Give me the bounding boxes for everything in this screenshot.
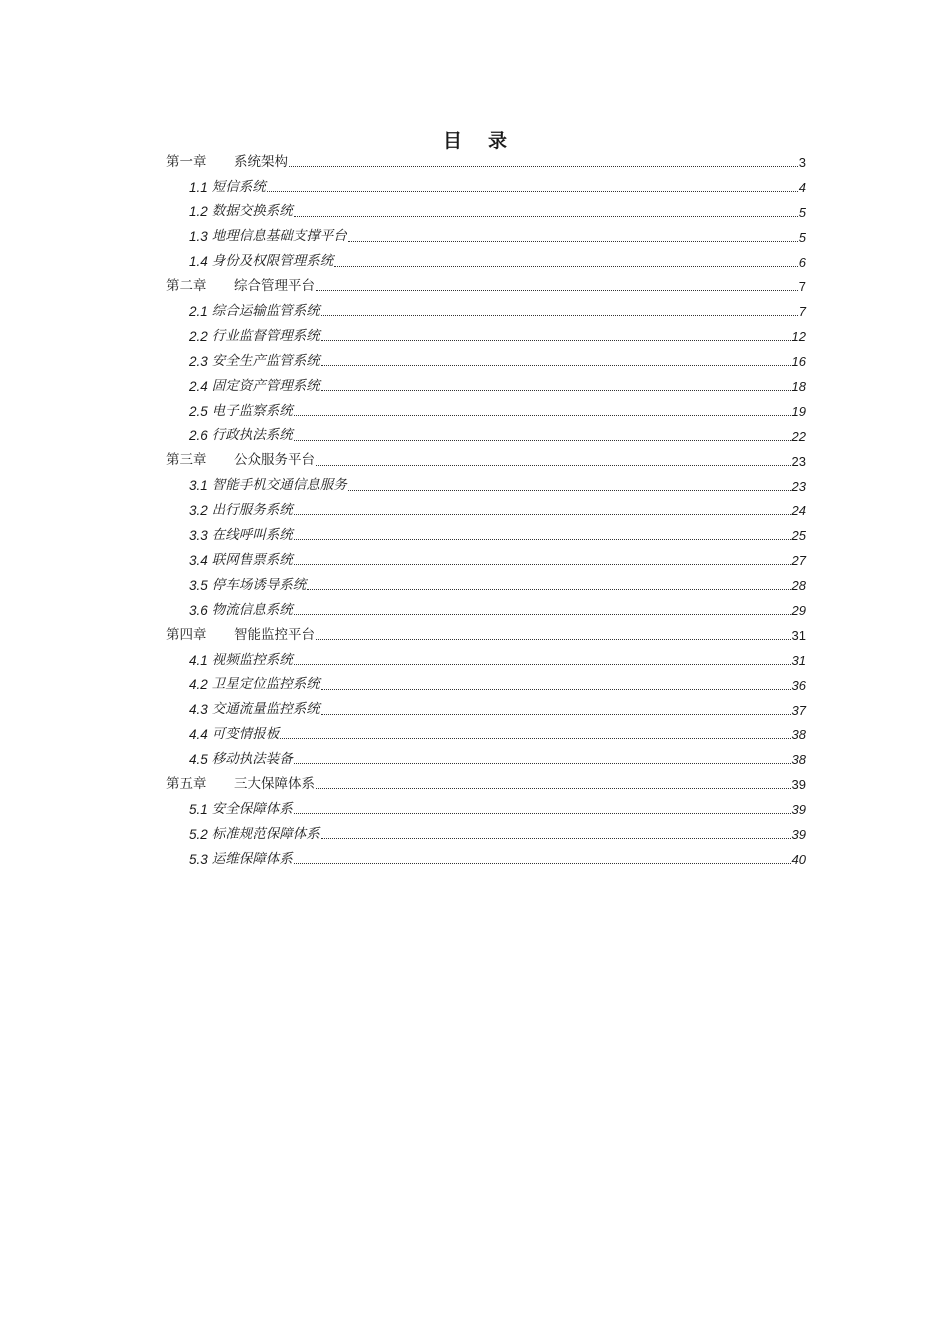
toc-chapter-entry[interactable] [166,449,806,474]
toc-section-entry[interactable] [166,573,806,598]
toc-entry-number: 3.5 [189,577,208,593]
toc-entry-label: 系统架构 [234,153,288,170]
dot-leader [321,390,791,391]
dot-leader [321,365,791,366]
toc-entry-label: 运维保障体系 [211,850,293,867]
toc-chapter-entry[interactable] [166,274,806,299]
toc-section-entry[interactable] [166,225,806,250]
toc-section-entry[interactable] [166,648,806,673]
toc-entry-page-number: 40 [791,851,806,867]
toc-entry-page-number: 12 [791,329,806,345]
toc-section-entry[interactable] [166,399,806,424]
toc-entry-number: 4.2 [189,677,208,693]
toc-chapter-entry[interactable] [166,150,806,175]
toc-entry-page-number: 38 [791,752,806,768]
toc-entry-number: 2.6 [189,428,208,444]
toc-entry-number: 2.1 [189,304,208,320]
toc-entry-number: 4.3 [189,702,208,718]
toc-section-entry[interactable] [166,424,806,449]
dot-leader [294,614,791,615]
toc-entry-page-number: 29 [791,602,806,618]
toc-entry-label: 固定资产管理系统 [211,377,320,394]
toc-entry-number: 第五章 [166,775,207,792]
toc-entry-number: 3.4 [189,552,208,568]
toc-entry-label: 安全生产监管系统 [211,352,320,369]
toc-entry-page-number: 37 [791,702,806,718]
toc-entry-number: 4.1 [189,652,208,668]
dot-leader [294,440,791,441]
dot-leader [280,738,790,739]
toc-entry-label: 身份及权限管理系统 [211,253,334,270]
toc-entry-number: 5.2 [189,826,208,842]
toc-section-entry[interactable] [166,722,806,747]
toc-entry-page-number: 4 [798,179,806,195]
toc-entry-number: 4.5 [189,752,208,768]
toc-entry-label: 短信系统 [211,178,266,195]
toc-chapter-entry[interactable] [166,623,806,648]
toc-entry-label: 行业监督管理系统 [211,327,320,344]
toc-section-entry[interactable] [166,548,806,573]
toc-entry-label: 停车场诱导系统 [211,576,307,593]
toc-entry-page-number: 23 [791,478,806,494]
toc-entry-label: 视频监控系统 [211,651,293,668]
toc-entry-label: 联网售票系统 [211,551,293,568]
toc-chapter-entry[interactable] [166,772,806,797]
toc-entry-number: 第三章 [166,452,207,469]
toc-section-entry[interactable] [166,324,806,349]
dot-leader [294,216,798,217]
dot-leader [267,191,798,192]
toc-entry-number: 3.3 [189,528,208,544]
toc-section-entry[interactable] [166,349,806,374]
toc-section-entry[interactable] [166,200,806,225]
toc-entry-number: 5.1 [189,801,208,817]
toc-entry-page-number: 5 [798,229,806,245]
toc-entry-page-number: 31 [791,627,806,643]
toc-entry-page-number: 23 [791,453,806,469]
toc-entry-number: 2.3 [189,353,208,369]
toc-section-entry[interactable] [166,747,806,772]
toc-section-entry[interactable] [166,598,806,623]
dot-leader [321,315,798,316]
toc-entry-page-number: 39 [791,802,806,818]
toc-title [0,126,950,153]
toc-section-entry[interactable] [166,175,806,200]
toc-entry-page-number: 39 [791,777,806,793]
toc-entry-number: 5.3 [189,851,208,867]
table-of-contents [166,150,806,872]
dot-leader [294,813,791,814]
toc-entry-page-number: 36 [791,677,806,693]
toc-entry-number: 4.4 [189,727,208,743]
dot-leader [307,589,790,590]
toc-entry-label: 行政执法系统 [211,427,293,444]
toc-entry-label: 安全保障体系 [211,800,293,817]
dot-leader [334,266,797,267]
toc-entry-page-number: 7 [798,279,806,295]
toc-entry-label: 公众服务平台 [234,452,315,469]
dot-leader [316,465,791,466]
toc-entry-label: 智能监控平台 [234,626,315,643]
toc-section-entry[interactable] [166,250,806,275]
toc-entry-page-number: 6 [798,254,806,270]
dot-leader [316,788,791,789]
toc-entry-page-number: 27 [791,553,806,569]
dot-leader [294,863,791,864]
toc-section-entry[interactable] [166,673,806,698]
toc-entry-page-number: 38 [791,727,806,743]
toc-entry-page-number: 7 [798,304,806,320]
toc-section-entry[interactable] [166,822,806,847]
toc-entry-page-number: 25 [791,528,806,544]
toc-entry-page-number: 16 [791,354,806,370]
toc-entry-page-number: 31 [791,652,806,668]
toc-entry-page-number: 5 [798,204,806,220]
dot-leader [294,539,791,540]
toc-entry-number: 2.2 [189,328,208,344]
toc-entry-number: 3.1 [189,478,208,494]
toc-section-entry[interactable] [166,299,806,324]
toc-entry-label: 三大保障体系 [234,775,315,792]
toc-entry-page-number: 18 [791,378,806,394]
dot-leader [321,340,791,341]
dot-leader [294,564,791,565]
toc-entry-number: 1.2 [189,204,208,220]
dot-leader [294,763,791,764]
toc-entry-page-number: 22 [791,428,806,444]
toc-section-entry[interactable] [166,523,806,548]
toc-section-entry[interactable] [166,698,806,723]
dot-leader [294,514,791,515]
toc-entry-label: 智能手机交通信息服务 [211,477,347,494]
dot-leader [316,639,791,640]
toc-section-entry[interactable] [166,474,806,499]
toc-entry-number: 第四章 [166,626,207,643]
toc-entry-number: 1.3 [189,229,208,245]
toc-entry-number: 2.4 [189,378,208,394]
toc-entry-page-number: 3 [798,154,806,170]
toc-section-entry[interactable] [166,797,806,822]
toc-section-entry[interactable] [166,498,806,523]
toc-entry-label: 交通流量监控系统 [211,701,320,718]
dot-leader [289,166,798,167]
toc-section-entry[interactable] [166,847,806,872]
dot-leader [316,290,798,291]
toc-entry-page-number: 19 [791,403,806,419]
toc-entry-label: 综合运输监管系统 [211,303,320,320]
toc-entry-page-number: 39 [791,826,806,842]
toc-entry-page-number: 28 [791,578,806,594]
toc-entry-label: 可变情报板 [211,726,280,743]
toc-title-first: 目 [442,130,462,152]
dot-leader [294,664,791,665]
toc-entry-label: 在线呼叫系统 [211,527,293,544]
toc-entry-label: 卫星定位监控系统 [211,676,320,693]
toc-entry-number: 第一章 [166,153,207,170]
toc-entry-label: 综合管理平台 [234,278,315,295]
dot-leader [321,838,791,839]
toc-entry-label: 电子监察系统 [211,402,293,419]
toc-entry-number: 第二章 [166,278,207,295]
toc-section-entry[interactable] [166,374,806,399]
dot-leader [321,689,791,690]
dot-leader [348,490,791,491]
toc-entry-number: 1.4 [189,254,208,270]
toc-entry-label: 物流信息系统 [211,601,293,618]
toc-entry-number: 1.1 [189,179,208,195]
dot-leader [321,714,791,715]
toc-entry-label: 移动执法装备 [211,751,293,768]
dot-leader [348,241,798,242]
toc-entry-label: 标准规范保障体系 [211,825,320,842]
toc-entry-page-number: 24 [791,503,806,519]
toc-entry-label: 出行服务系统 [211,502,293,519]
toc-entry-label: 地理信息基础支撑平台 [211,228,347,245]
toc-title-second: 录 [488,130,508,152]
toc-entry-number: 2.5 [189,403,208,419]
toc-entry-number: 3.6 [189,602,208,618]
toc-entry-label: 数据交换系统 [211,203,293,220]
dot-leader [294,415,791,416]
toc-entry-number: 3.2 [189,503,208,519]
